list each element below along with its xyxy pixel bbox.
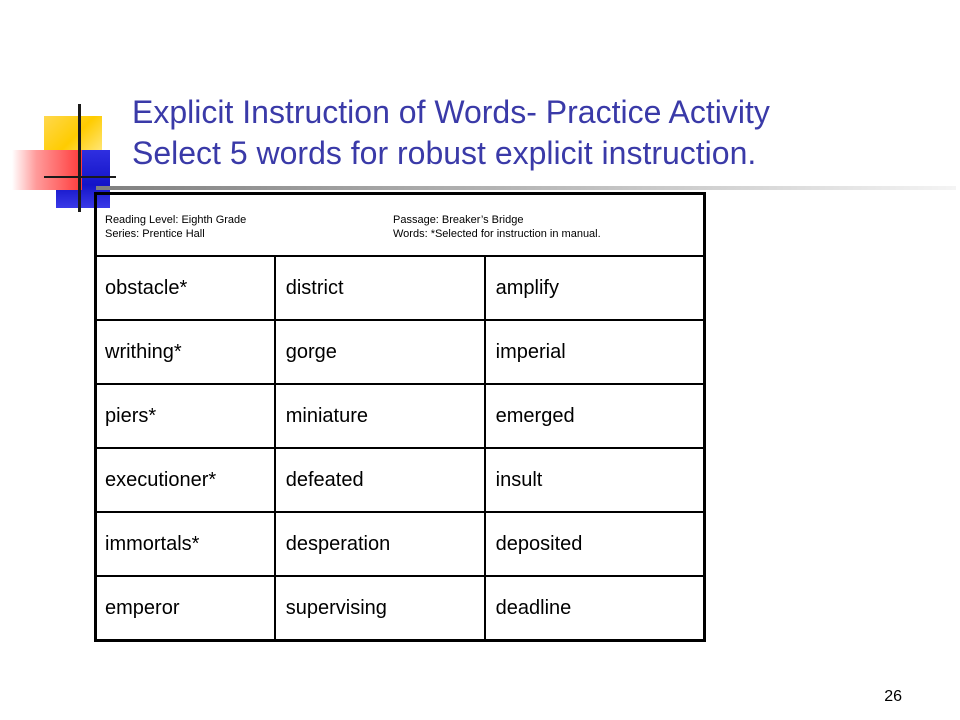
decorative-vertical-line [78,104,81,212]
table-row [96,512,705,576]
word-cell: miniature [275,384,485,448]
table-info-cell [96,194,705,257]
word-cell: imperial [485,320,705,384]
table-row [96,576,705,641]
word-cell: immortals* [96,512,275,576]
word-cell: writhing* [96,320,275,384]
reading-level-text: Reading Level: Eighth Grade [105,214,247,226]
words-note-text: Words: *Selected for instruction in manual. [393,228,601,240]
passage-text: Passage: Breaker’s Bridge [393,214,524,226]
series-text: Series: Prentice Hall [105,228,205,240]
word-cell: emperor [96,576,275,641]
word-cell: deposited [485,512,705,576]
title-divider [96,186,956,190]
word-cell: insult [485,448,705,512]
decorative-red-gradient [12,150,82,190]
info-right-column [393,213,695,241]
table-row [96,320,705,384]
word-cell: deadline [485,576,705,641]
table-row [96,256,705,320]
info-grid [105,213,695,241]
vocabulary-table [94,192,706,642]
word-cell: district [275,256,485,320]
info-left-column [105,213,393,241]
table-info-row [96,194,705,257]
table-row [96,448,705,512]
word-cell: desperation [275,512,485,576]
word-cell: obstacle* [96,256,275,320]
word-cell: amplify [485,256,705,320]
word-cell: piers* [96,384,275,448]
slide-title [132,92,912,174]
word-cell: supervising [275,576,485,641]
table-row [96,384,705,448]
word-cell: executioner* [96,448,275,512]
title-line-1: Explicit Instruction of Words- Practice Activity [132,94,770,130]
word-cell: gorge [275,320,485,384]
title-line-2: Select 5 words for robust explicit instruction. [132,135,757,171]
word-cell: emerged [485,384,705,448]
word-cell: defeated [275,448,485,512]
decorative-horizontal-line [44,176,116,178]
slide-number: 26 [884,688,902,705]
